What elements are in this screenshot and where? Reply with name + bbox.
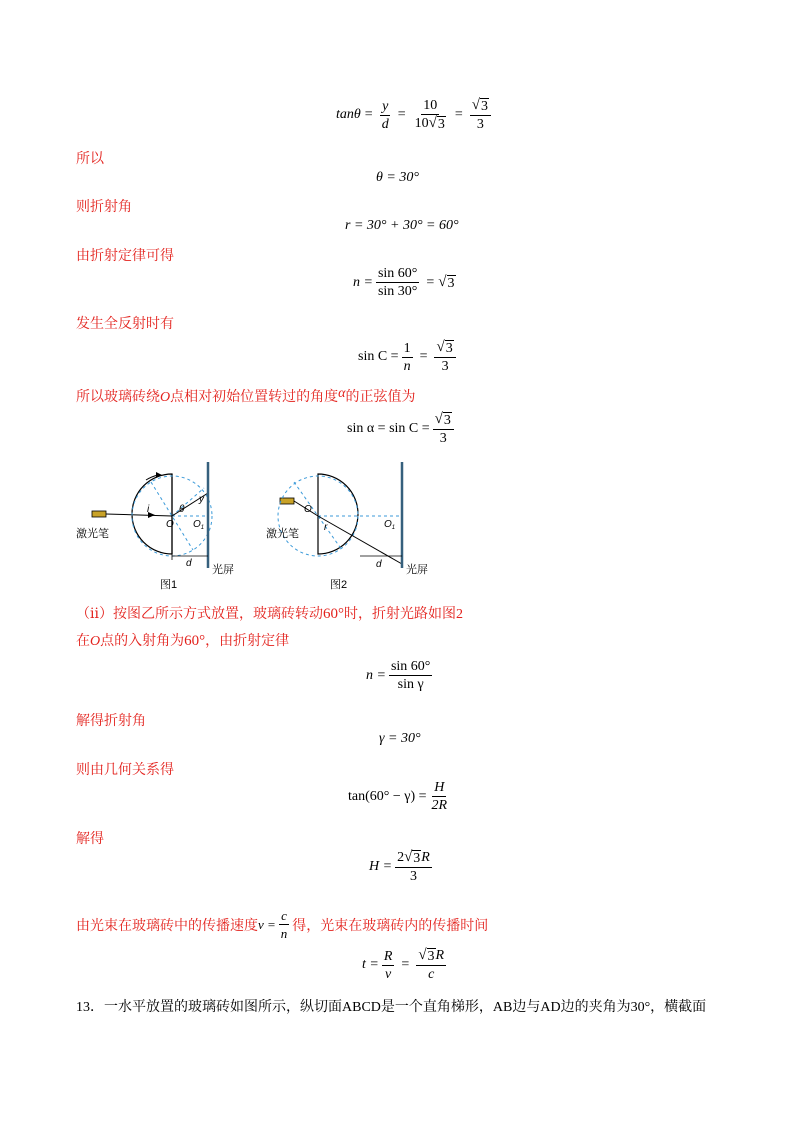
equation-r: r = 30° + 30° = 60° (345, 218, 459, 233)
fraction-10-over-10root3: 10 10 √ 3 (414, 98, 445, 132)
step-label-1: 所以 (76, 152, 104, 167)
equation-theta: θ = 30° (376, 170, 419, 185)
fraction-root3-over-3: √ 3 3 (434, 340, 455, 374)
label-o1: $O_1$ (384, 519, 396, 531)
label-laser-pen: 激光笔 (76, 528, 109, 540)
label-i: i (147, 504, 150, 515)
rotation-arrowhead (156, 472, 162, 478)
label-y: y (199, 494, 204, 505)
fraction-root3-over-3: √ 3 3 (470, 98, 491, 132)
step-label-11: 由光束在玻璃砖中的传播速度 v = $\frac{c}{n}$ 得，光束在玻璃砖内的传播时间 (76, 908, 489, 941)
equation-sin-alpha: sin α = sin C = √ 3 3 (347, 412, 457, 446)
question-13: 13．一水平放置的玻璃砖如图所示，纵切面ABCD是一个直角梯形，AB边与AD边的夹角为30°，横截面 (76, 1000, 707, 1015)
fraction-h-over-2r: $\frac{H}{2R}$ (431, 780, 448, 813)
step-label-5: 所以玻璃砖绕O点相对初始位置转过的角度α的正弦值为 (76, 386, 416, 405)
equation-sinC: sin C = $\frac{1}{n}$ = √ 3 3 (358, 340, 459, 374)
label-r: r (324, 522, 328, 533)
fraction-r-over-v: $\frac{R}{v}$ (383, 948, 393, 982)
label-d: d (376, 559, 382, 570)
incident-ray (106, 514, 172, 516)
step-label-7: 在O点的入射角为60°，由折射定律 (76, 633, 290, 649)
equation-t: t = $\frac{R}{v}$ = √ 3 R c (362, 947, 445, 982)
fraction-root3-over-3: √ 3 3 (433, 412, 454, 446)
step-label-4: 发生全反射时有 (76, 317, 174, 332)
equation-tan-theta: tanθ = $\frac{y}{d}$ = 10 10 √ 3 = √ 3 3 (336, 98, 494, 132)
label-o1: $O_1$ (193, 519, 205, 531)
equation-n-gamma: n = $\frac{\sin 60^\circ}{\text{sin γ}}$ (366, 659, 431, 692)
figure-caption: 图2 (330, 579, 348, 590)
fraction-c-over-n: $\frac{c}{n}$ (280, 908, 288, 941)
fraction-1-over-n: $\frac{1}{n}$ (403, 340, 411, 374)
equation-tan-h: tan(60° − γ) = $\frac{H}{2R}$ (348, 780, 448, 813)
fraction-root3r-over-c: √ 3 R c (418, 947, 445, 982)
step-label-9: 则由几何关系得 (76, 763, 174, 778)
figure-caption: 图1 (160, 579, 178, 590)
equation-gamma: γ = 30° (379, 731, 421, 746)
step-label-6: （ⅱ）按图乙所示方式放置，玻璃砖转动60°时，折射光路如图2 (76, 606, 463, 622)
step-label-10: 解得 (76, 832, 104, 847)
fraction-y-over-d: $\frac{y}{d}$ (381, 98, 389, 132)
fraction-sin60-over-sin30: $\frac{\sin 60^\circ}{\sin 30^\circ}$ (377, 266, 418, 299)
equation-n: n = $\frac{\sin 60^\circ}{\sin 30^\circ}$ = √ 3 (353, 266, 455, 299)
label-theta: θ (179, 504, 185, 515)
step-label-2: 则折射角 (76, 200, 132, 215)
laser-pen-body (280, 498, 294, 504)
fraction-2root3r-over-3: 2 √ 3 R 3 (397, 849, 430, 884)
fraction-sin60-over-sin-gamma: $\frac{\sin 60^\circ}{\text{sin γ}}$ (390, 659, 431, 692)
semicircle-glass (318, 474, 358, 554)
figure-2-diagram (264, 460, 444, 590)
laser-pen-body (92, 511, 106, 517)
label-o: O (304, 504, 312, 515)
label-o: O (166, 519, 174, 530)
step-label-3: 由折射定律可得 (76, 249, 174, 264)
equation-v: v = $\frac{c}{n}$ (258, 908, 288, 941)
label-screen: 光屏 (406, 564, 428, 576)
label-laser-pen: 激光笔 (266, 528, 299, 540)
label-d: d (186, 558, 192, 569)
equation-h: H = 2 √ 3 R 3 (369, 849, 430, 884)
figure-1-diagram (76, 460, 266, 590)
step-label-8: 解得折射角 (76, 714, 146, 729)
label-screen: 光屏 (212, 564, 234, 576)
